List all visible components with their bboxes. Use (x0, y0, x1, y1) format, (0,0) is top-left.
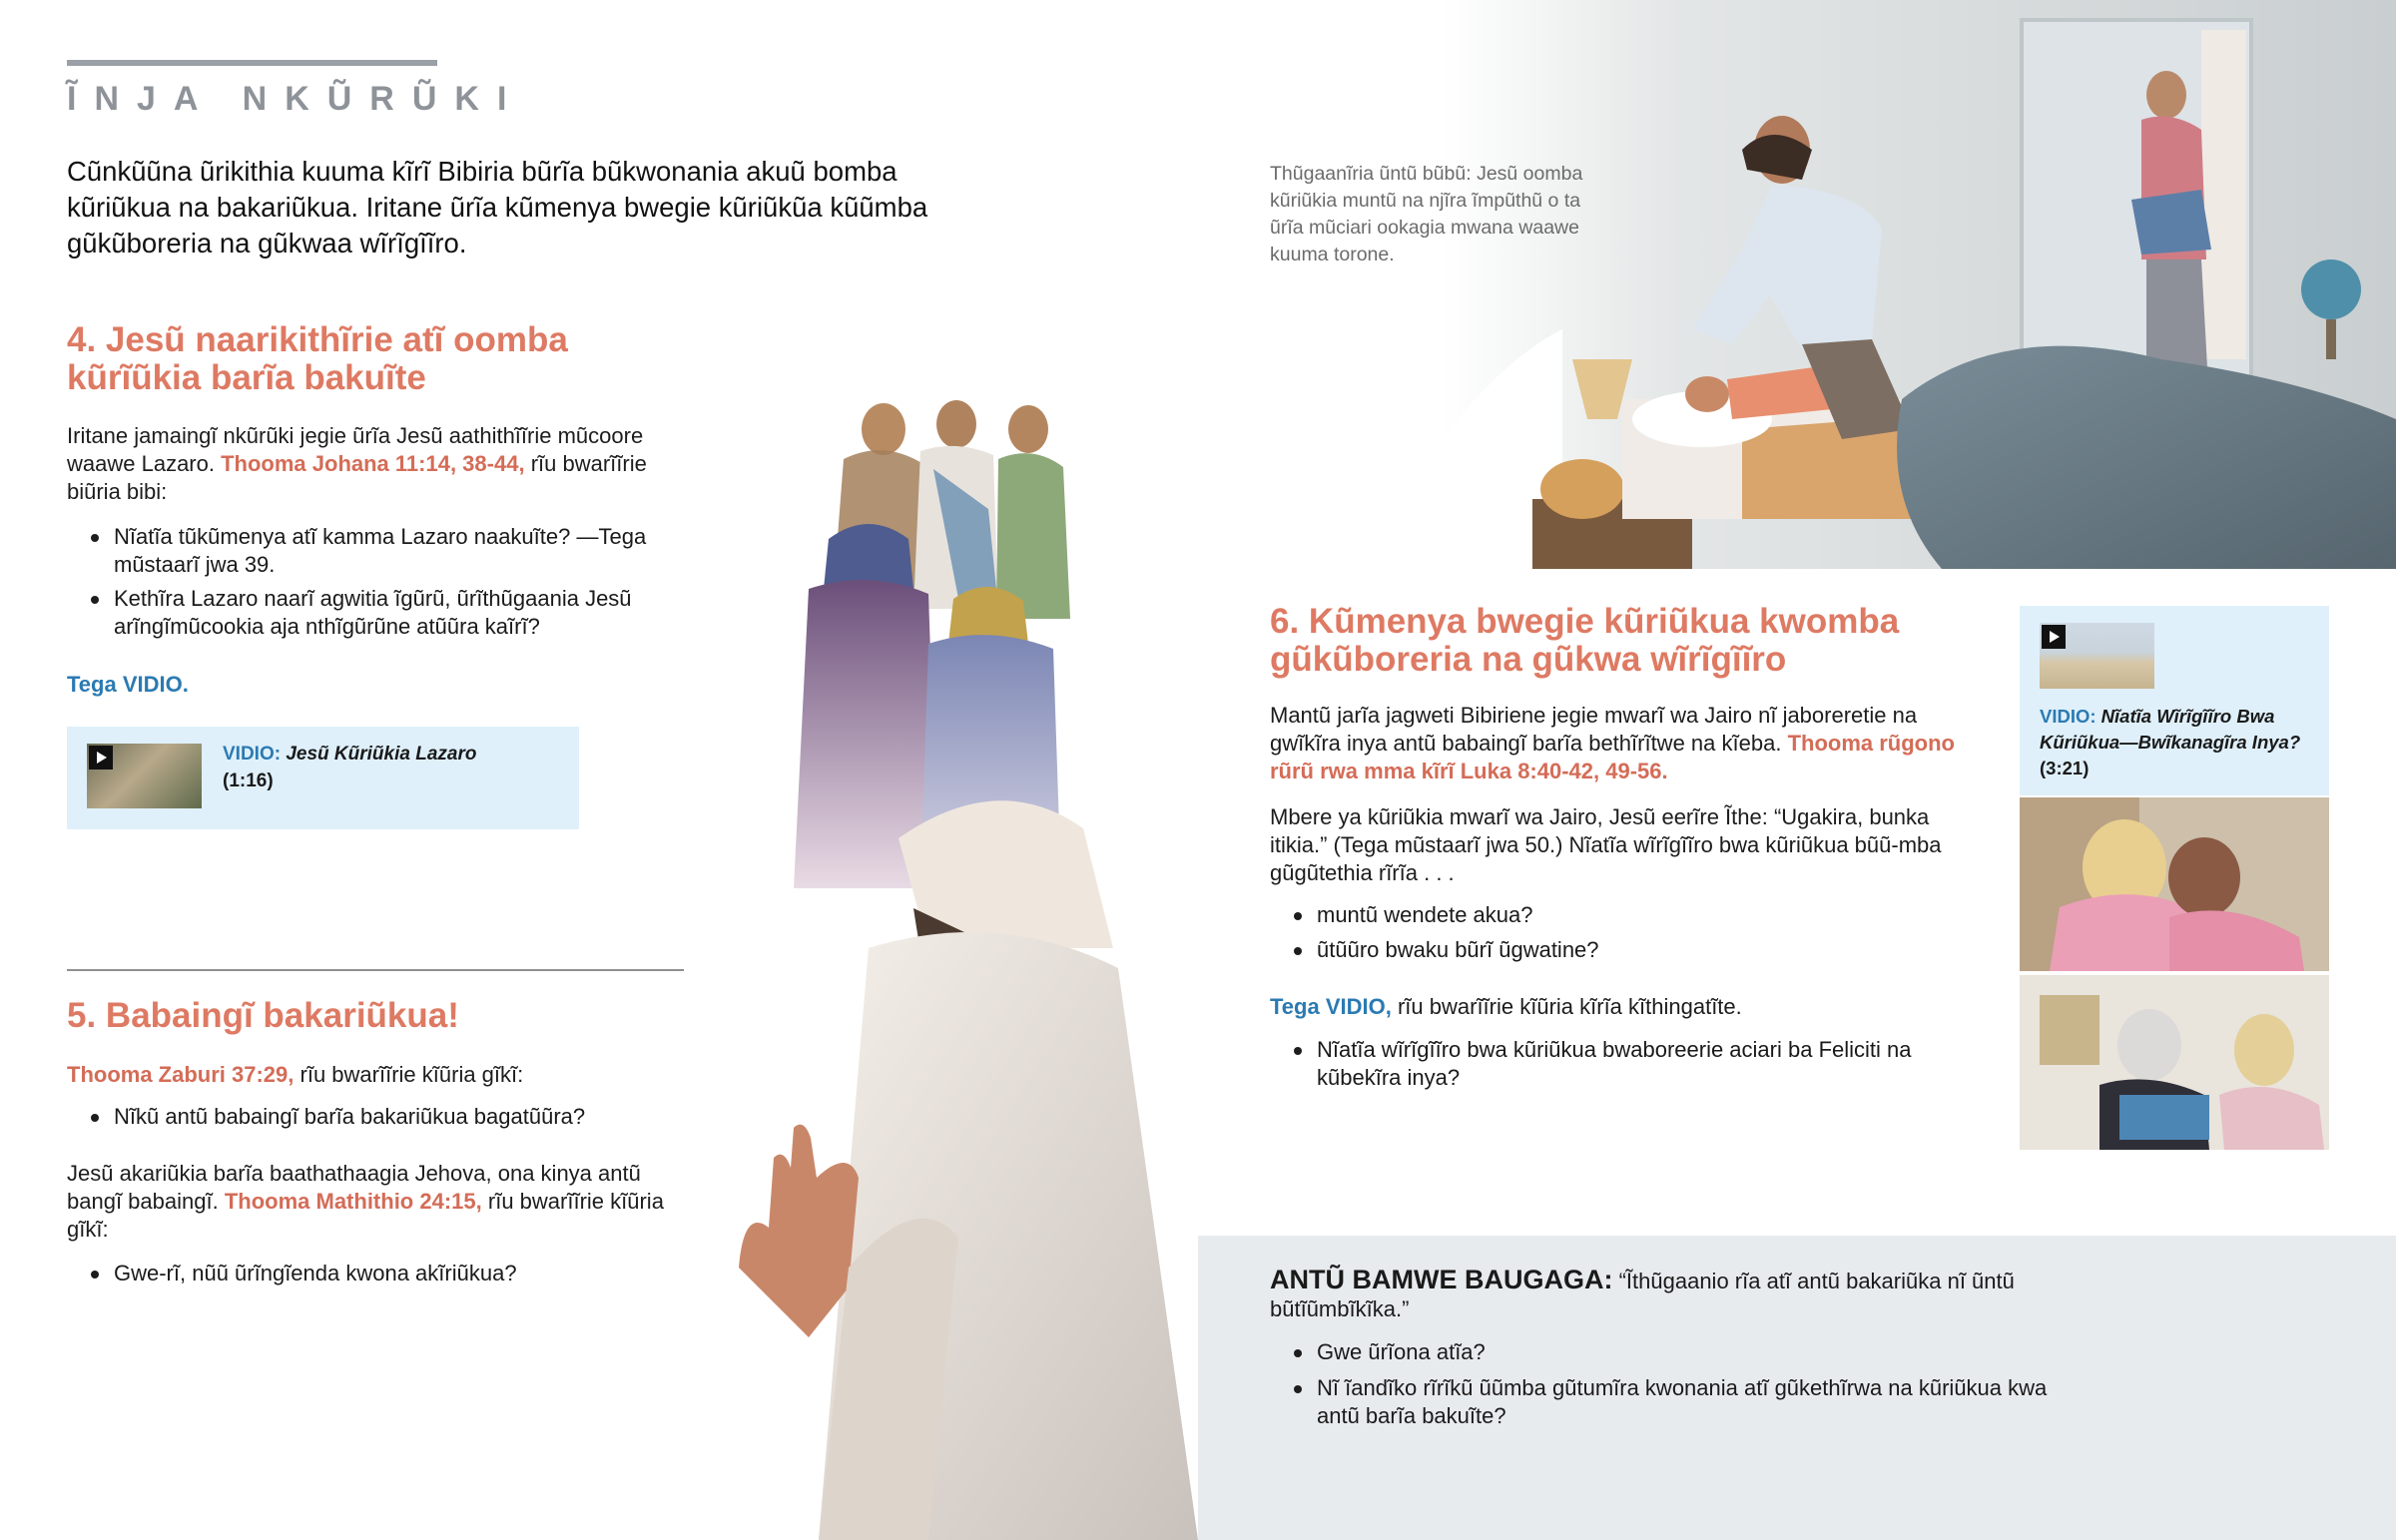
hug-photo (2020, 797, 2329, 971)
others-say-questions (1270, 1338, 2069, 1430)
list-item: Nĩatĩa tũkũmenya atĩ kamma Lazaro naakuĩte? —Tega mũstaarĩ jwa 39. (67, 523, 706, 579)
section-5-question-2 (67, 1260, 706, 1287)
image-caption: Thũgaanĩria ũntũ bũbũ: Jesũ oomba kũriũkia muntũ na njĩra ĩmpũthũ o ta ũrĩa mũciari ookagia mwana waawe kuuma torone. (1270, 163, 1583, 265)
video-thumbnail[interactable] (2040, 623, 2154, 689)
section-5-body (67, 1160, 686, 1244)
scripture-link-zaburi[interactable]: Thooma Zaburi 37:29, (67, 1062, 295, 1087)
list-item: muntũ wendete akua? (1270, 901, 1929, 929)
list-item: Kethĩra Lazaro naarĩ agwitia ĩgũrũ, ũrĩthũgaania Jesũ arĩngĩmũcookia aja nthĩgũrũne atũũra kaĩrĩ? (67, 585, 706, 641)
section-4-body-tail: rĩu bwarĩĩrie biũria bibi: (67, 451, 647, 504)
others-say-quote: “Ĩthũgaanio rĩa atĩ antũ bakariũka nĩ ũntũ bũtĩũmbĩkĩka.” (1270, 1269, 2015, 1321)
section-6-questions (1270, 901, 1929, 964)
watch-video-tail: rĩu bwarĩĩrie kĩũria kĩrĩa kĩthingatĩte. (1397, 994, 1742, 1019)
bedroom-illustration (1443, 0, 2396, 569)
section-4-body-text: Iritane jamaingĩ nkũrũki jegie ũrĩa Jesũ aathithĩĩrie mũcoore waawe Lazaro. (67, 423, 644, 476)
header-rule (67, 60, 437, 66)
list-item: Nĩkũ antũ babaingĩ barĩa bakariũkua bagatũũra? (67, 1103, 706, 1131)
list-item: Gwe-rĩ, nũũ ũrĩngĩenda kwona akĩriũkua? (67, 1260, 706, 1287)
section-5-body-tail: rĩu bwarĩĩrie kĩũria gĩkĩ: (67, 1189, 664, 1242)
section-4-title: 4. Jesũ naarikithĩrie atĩ oomba kũrĩũkia barĩa bakuĩte (67, 320, 568, 397)
others-say-heading: ANTŨ BAMWE BAUGAGA: (1270, 1265, 1613, 1294)
list-item: Gwe ũrĩona atĩa? (1270, 1338, 2069, 1366)
video-label: VIDIO: (223, 744, 282, 765)
section-label: ĨNJA NKŨRŨKI (67, 80, 525, 118)
scripture-link-mathithio[interactable]: Thooma Mathithio 24:15, (224, 1189, 482, 1214)
study-photo (2020, 975, 2329, 1150)
lazarus-illustration (699, 389, 1198, 1540)
section-5-read-tail: rĩu bwarĩĩrie kĩũria gĩkĩ: (300, 1062, 524, 1087)
list-item: Nĩ ĩandĩko rĩrĩkũ ũũmba gũtumĩra kwonania atĩ gũkethĩrwa na kũriũkua kwa antũ barĩa bakuĩte? (1270, 1374, 2069, 1430)
section-4-questions (67, 523, 706, 641)
list-item: ũtũũro bwaku bũrĩ ũgwatine? (1270, 936, 1929, 964)
section-5-question-1 (67, 1103, 706, 1131)
section-divider (67, 969, 684, 971)
list-item: Nĩatĩa wĩrĩgĩĩro bwa kũriũkua bwaboreerie aciari ba Feliciti na kũbekĩra inya? (1270, 1036, 1929, 1092)
section-6-paragraph-1 (1270, 702, 1959, 785)
video-caption (223, 741, 476, 794)
video-caption (2040, 704, 2329, 781)
section-4-body (67, 422, 686, 506)
section-6-paragraph-2: Mbere ya kũriũkia mwarĩ wa Jairo, Jesũ eerĩre Ĩthe: “Ugakira, bunka itikia.” (Tega mũstaarĩ jwa 50.) Nĩatĩa wĩrĩgĩĩro bwa kũriũkua bũũ-mba gũgũtethia rĩrĩa . . . (1270, 804, 1942, 885)
watch-video-line (1270, 994, 1742, 1020)
video-title[interactable]: Nĩatĩa Wĩrĩgĩĩro Bwa Kũriũkua—Bwĩkanagĩra Inya? (2040, 706, 2301, 753)
video-duration: (1:16) (223, 770, 274, 791)
play-icon[interactable] (89, 746, 113, 770)
video-card-resurrection-hope[interactable] (2020, 606, 2329, 795)
section-6-video-question (1270, 1036, 1929, 1092)
others-say-text (1270, 1266, 2049, 1323)
watch-video-link[interactable]: Tega VIDIO, (1270, 994, 1392, 1019)
intro-text: Cũnkũũna ũrikithia kuuma kĩrĩ Bibiria bũrĩa bũkwonania akuũ bomba kũriũkua na bakariũkua. Iritane ũrĩa kũmenya bwegie kũriũkũa kũũmba gũkũboreria na gũkwaa wĩrĩgĩĩro. (67, 156, 928, 258)
video-label: VIDIO: (2040, 706, 2096, 727)
scripture-link-johana[interactable]: Thooma Johana 11:14, 38-44, (221, 451, 525, 476)
video-title[interactable]: Jesũ Kũriũkia Lazaro (286, 744, 477, 765)
section-6-title: 6. Kũmenya bwegie kũriũkua kwomba gũkũboreria na gũkwa wĩrĩgĩĩro (1270, 602, 1900, 679)
video-duration: (3:21) (2040, 758, 2090, 778)
section-5-read (67, 1061, 686, 1089)
scripture-link-luka[interactable]: Thooma rũgono rũrũ rwa mma kĩrĩ Luka 8:40-42, 49-56. (1270, 731, 1955, 783)
watch-video-link[interactable]: Tega VIDIO. (67, 672, 189, 697)
video-card-lazarus[interactable] (67, 727, 579, 829)
video-thumbnail[interactable] (87, 744, 202, 808)
section-5-body-text: Jesũ akariũkia barĩa baathathaagia Jehova, ona kinya antũ bangĩ babaingĩ. (67, 1161, 641, 1214)
section-5-title: 5. Babaingĩ bakariũkua! (67, 996, 459, 1035)
play-icon[interactable] (2042, 625, 2066, 649)
section-6-p1-text: Mantũ jarĩa jagweti Bibiriene jegie mwarĩ wa Jairo nĩ jaboreretie na gwĩkĩra inya antũ babaingĩ barĩa bethĩrĩtwe na kĩeba. (1270, 703, 1918, 756)
